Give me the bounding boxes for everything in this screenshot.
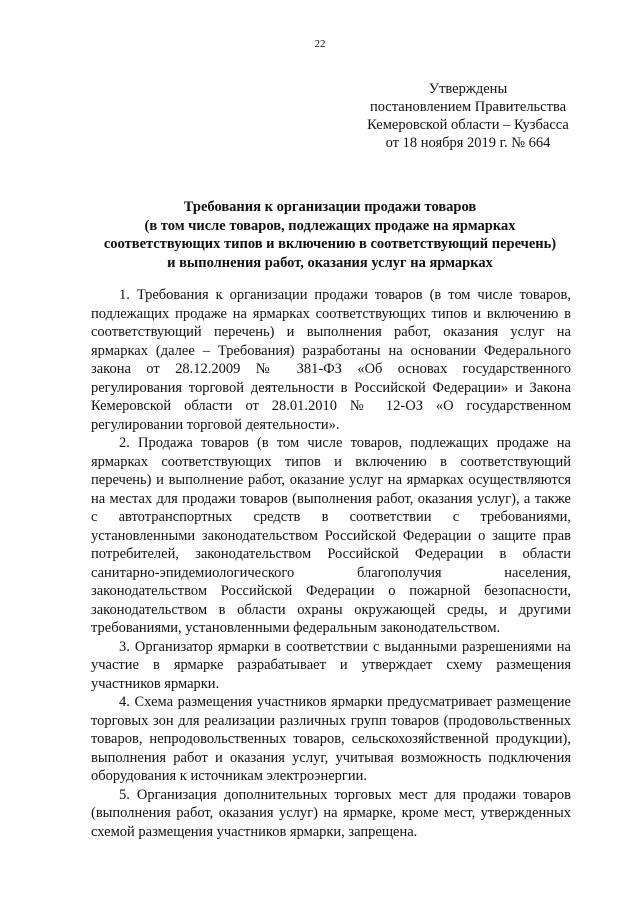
approval-block bbox=[340, 80, 596, 152]
title-line: и выполнения работ, оказания услуг на ярмарках bbox=[167, 254, 493, 271]
document-title bbox=[60, 198, 600, 272]
paragraph-5: 5. Организация дополнительных торговых мест для продажи товаров (выполнения работ, оказания услуг) на ярмарке, кроме мест, утвержденных схемой размещения участников ярмарки, запрещена. bbox=[91, 786, 571, 840]
title-line: соответствующих типов и включению в соответствующий перечень) bbox=[103, 236, 557, 252]
page-number: 22 bbox=[314, 38, 326, 50]
approval-line: от 18 ноября 2019 г. № 664 bbox=[385, 135, 551, 151]
document-body bbox=[91, 286, 571, 841]
paragraph-2: 2. Продажа товаров (в том числе товаров, подлежащих продаже на ярмарках соответствующих типов и включению в соответствующий перечень) и выполнение работ, оказание услуг на ярмарках осуществляются на местах для продажи товаров (выполнения работ, оказания услуг), а также с автотранспортных средств в соответствии с требованиями, установленными законодательством Российской Федерации о защите прав потребителей, законодательством Российской Федерации в области санитарно-эпидемиологического благополучия населения, законодательством Российской Федерации о пожарной безопасности, законодательством в области охраны окружающей среды, и другими требованиями, установленными федеральным законодательством. bbox=[91, 435, 571, 636]
title-line: (в том числе товаров, подлежащих продаже на ярмарках bbox=[144, 217, 516, 234]
paragraph-3: 3. Организатор ярмарки в соответствии с выданными разрешениями на участие в ярмарке разрабатывает и утверждает схему размещения участников ярмарки. bbox=[91, 638, 571, 692]
paragraph-4: 4. Схема размещения участников ярмарки предусматривает размещение торговых зон для реализации различных групп товаров (продовольственных товаров, непродовольственных товаров, сельскохозяйственной продукции), выполнения работ и оказания услуг, учитывая возможность подключения оборудования к источникам электроэнергии. bbox=[91, 694, 571, 784]
approval-line: Кемеровской области – Кузбасса bbox=[367, 117, 569, 133]
paragraph-1: 1. Требования к организации продажи товаров (в том числе товаров, подлежащих продаже на ярмарках соответствующих типов и включению в соответствующий перечень) и выполнения работ, оказания услуг на ярмарках (далее – Требования) разработаны на основании Федерального закона от 28.12.2009 № 381-ФЗ «Об основах государственного регулирования торговой деятельности в Российской Федерации» и Закона Кемеровской области от 28.01.2010 № 12-ОЗ «О государственном регулировании торговой деятельности». bbox=[91, 287, 571, 433]
approval-line: постановлением Правительства bbox=[369, 99, 567, 115]
approval-line: Утверждены bbox=[428, 81, 508, 97]
title-line: Требования к организации продажи товаров bbox=[183, 199, 477, 215]
